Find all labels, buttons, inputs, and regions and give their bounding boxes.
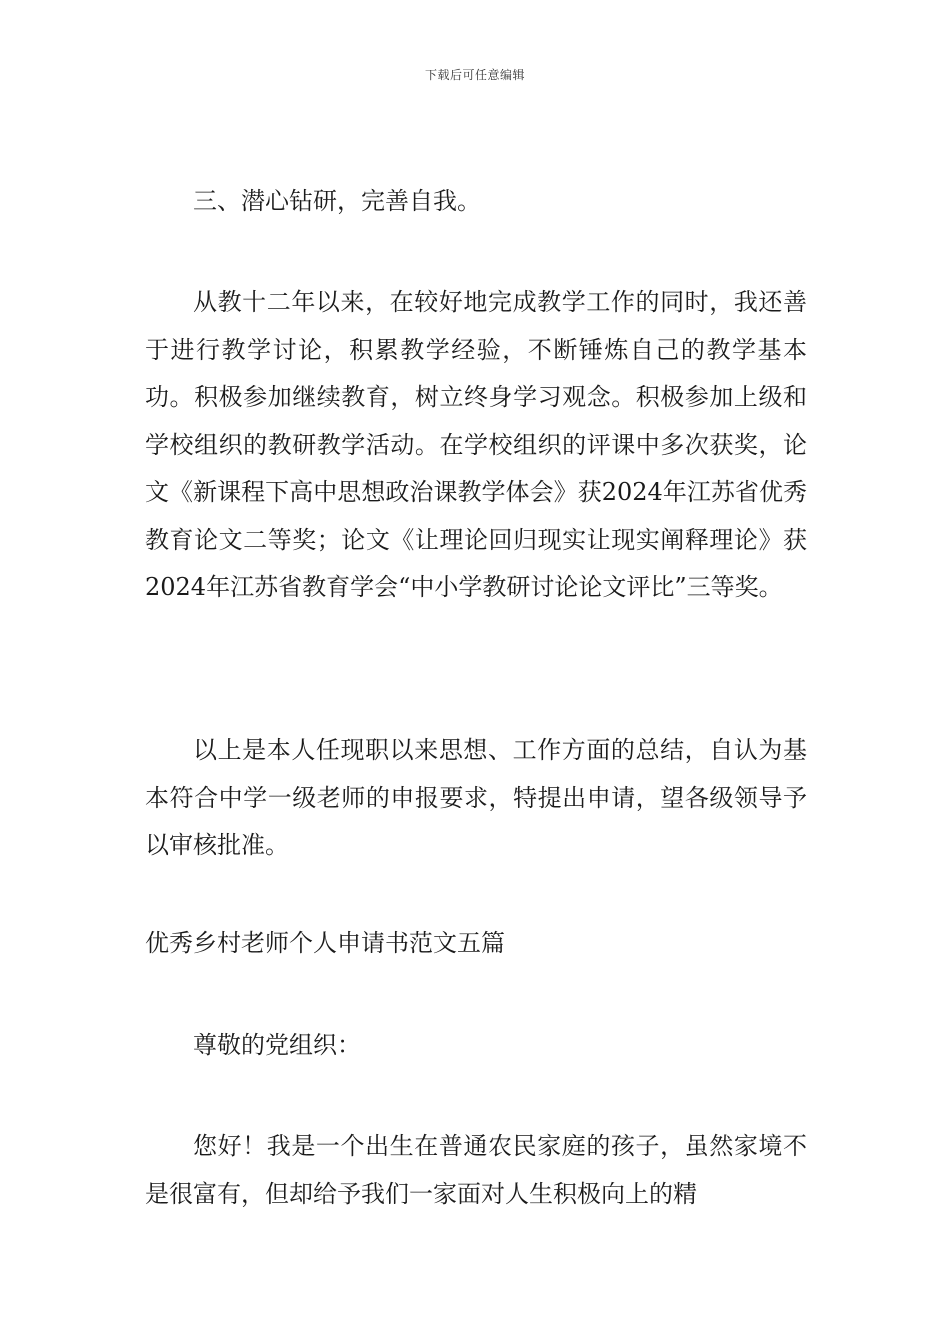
body-paragraph-3: 您好！我是一个出生在普通农民家庭的孩子，虽然家境不是很富有，但却给予我们一家面对人生积极向上的精 [145,1132,807,1208]
salutation: 尊敬的党组织： [193,1031,361,1059]
section-heading: 三、潜心钻研，完善自我。 [193,187,481,215]
article-title: 优秀乡村老师个人申请书范文五篇 [145,929,505,957]
body-paragraph-2: 以上是本人任现职以来思想、工作方面的总结，自认为基本符合中学一级老师的申报要求，特提出申请，望各级领导予以审核批准。 [145,736,807,859]
body-paragraph-1: 从教十二年以来，在较好地完成教学工作的同时，我还善于进行教学讨论，积累教学经验，不断锤炼自己的教学基本功。积极参加继续教育，树立终身学习观念。积极参加上级和学校组织的教研教学活动。在学校组织的评课中多次获奖，论文《新课程下高中思想政治课教学体会》获2024年江苏省优秀教育论文二等奖；论文《让理论回归现实让现实阐释理论》获2024年江苏省教育学会“中小学教研讨论论文评比”三等奖。 [145,288,807,601]
page-header-note: 下载后可任意编辑 [424,68,525,82]
